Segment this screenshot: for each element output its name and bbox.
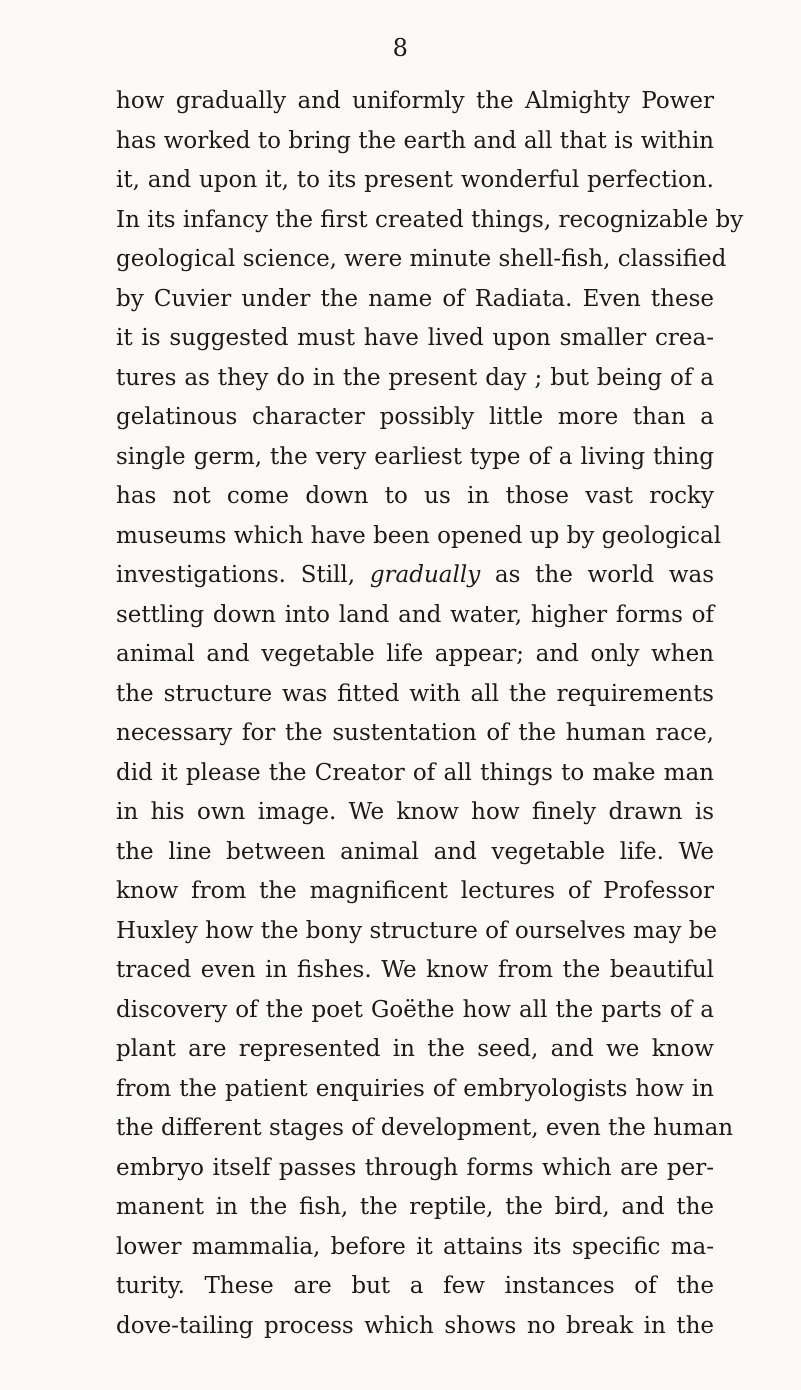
text-line: has worked to bring the earth and all that is within: [116, 127, 714, 154]
text-segment: investigations.: [116, 562, 286, 588]
text-line: in his own image. We know how finely drawn is: [116, 799, 714, 825]
text-line: did it please the Creator of all things to make man: [116, 759, 714, 786]
text-line: the different stages of development, even the human: [116, 1115, 734, 1141]
text-line: gelatinous character possibly little more than a: [116, 404, 714, 430]
text-line: the line between animal and vegetable life. We: [116, 838, 714, 865]
text-line: turity. These are but a few instances of the: [116, 1273, 714, 1299]
text-line: lower mammalia, before it attains its specific ma-: [116, 1233, 714, 1260]
text-line: necessary for the sustentation of the human race,: [116, 720, 714, 746]
text-line: how gradually and uniformly the Almighty Power: [116, 88, 714, 114]
text-line: In its infancy the first created things, recognizable by: [116, 206, 744, 233]
text-segment: as the world was: [494, 562, 715, 588]
text-line: has not come down to us in those vast rocky: [116, 483, 714, 509]
text-line: discovery of the poet Goëthe how all the parts of a: [116, 996, 714, 1023]
text-line: embryo itself passes through forms which are per-: [116, 1154, 714, 1181]
text-line: dove-tailing process which shows no break in the: [116, 1312, 714, 1339]
text-line: traced even in fishes. We know from the beautiful: [116, 957, 714, 983]
text-line: from the patient enquiries of embryologists how in: [116, 1075, 714, 1102]
text-line: by Cuvier under the name of Radiata. Even these: [116, 285, 714, 312]
text-segment-still: Still,: [300, 562, 356, 588]
text-line-with-emphasis: [116, 556, 714, 596]
text-line: Huxley how the bony structure of ourselves may be: [116, 917, 718, 944]
text-line: geological science, were minute shell-fish, classified: [116, 246, 727, 272]
text-line: single germ, the very earliest type of a living thing: [116, 443, 714, 470]
italic-word: gradually: [369, 562, 481, 588]
text-line: tures as they do in the present day ; but being of a: [116, 364, 714, 391]
text-line: animal and vegetable life appear; and only when: [116, 641, 714, 667]
body-text: [116, 82, 744, 1346]
text-line: it is suggested must have lived upon smaller crea-: [116, 325, 714, 351]
text-line: the structure was fitted with all the requirements: [116, 680, 714, 707]
text-line: plant are represented in the seed, and we know: [116, 1036, 714, 1062]
text-line: it, and upon it, to its present wonderful perfection.: [116, 167, 714, 193]
text-line: manent in the fish, the reptile, the bird, and the: [116, 1194, 714, 1220]
text-line: museums which have been opened up by geological: [116, 522, 722, 549]
text-line: know from the magnificent lectures of Professor: [116, 878, 714, 904]
text-line: settling down into land and water, higher forms of: [116, 601, 714, 628]
page-number: 8: [392, 34, 409, 62]
